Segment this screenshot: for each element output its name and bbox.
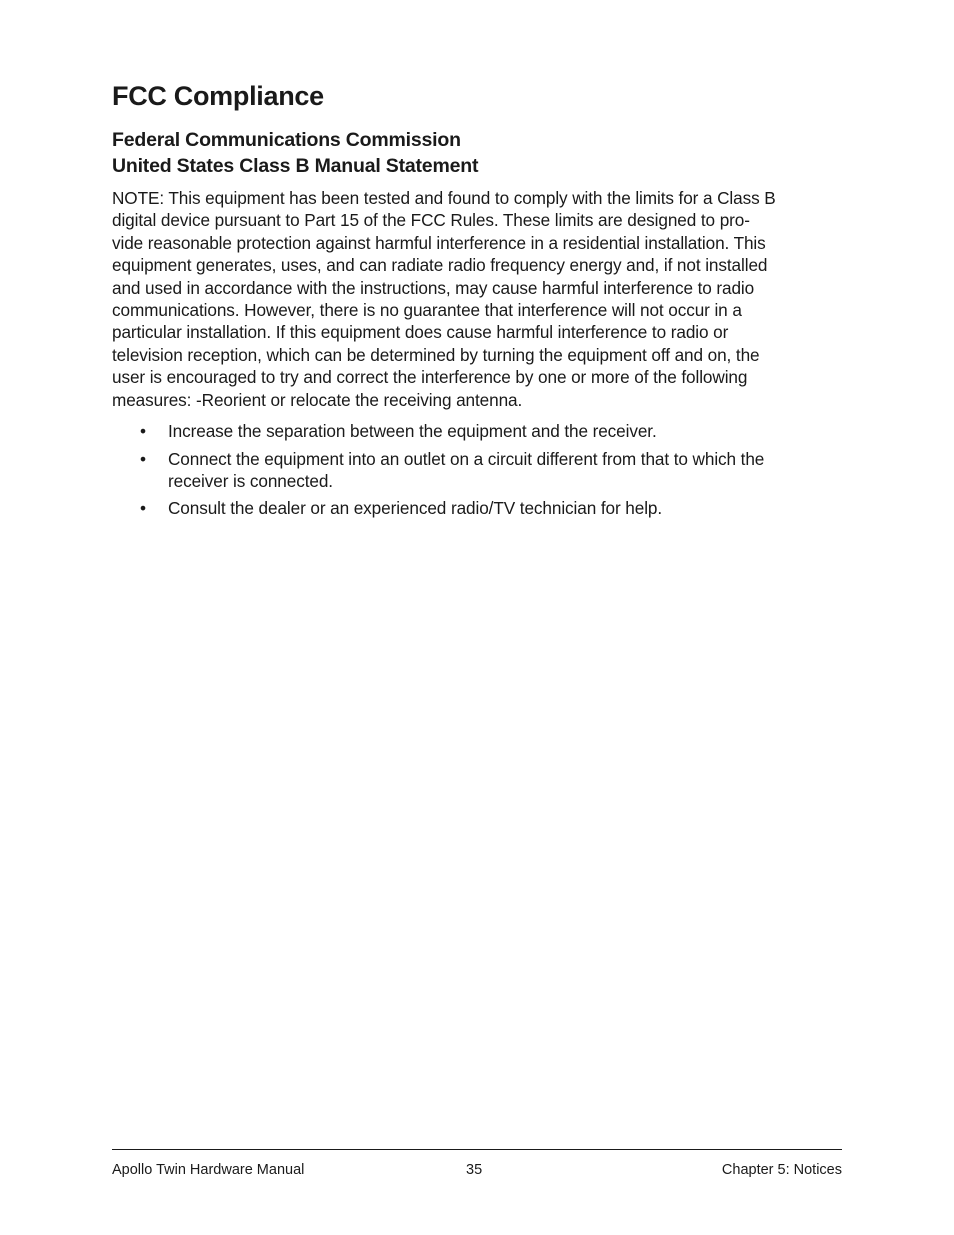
note-line: particular installation. If this equipment does cause harmful interference to radio or	[112, 322, 729, 343]
bullet-icon: •	[140, 498, 146, 518]
bullet-line: receiver is connected.	[168, 471, 333, 492]
section-heading-line-2: United States Class B Manual Statement	[112, 155, 479, 177]
page-title: FCC Compliance	[112, 81, 324, 111]
note-line: equipment generates, uses, and can radiate radio frequency energy and, if not installed	[112, 255, 768, 276]
section-heading-line-1: Federal Communications Commission	[112, 129, 461, 151]
footer-page-number: 35	[466, 1162, 483, 1178]
bullet-text	[168, 448, 844, 493]
bullet-text	[168, 497, 844, 519]
note-line: NOTE: This equipment has been tested and found to comply with the limits for a Class B	[112, 188, 776, 208]
footer-manual-title: Apollo Twin Hardware Manual	[112, 1162, 305, 1178]
note-line: digital device pursuant to Part 15 of the FCC Rules. These limits are designed to pro-	[112, 210, 750, 231]
bullet-line: Connect the equipment into an outlet on a circuit different from that to which the	[168, 449, 765, 469]
bullet-line: Consult the dealer or an experienced radio/TV technician for help.	[168, 498, 663, 518]
footer-chapter: Chapter 5: Notices	[721, 1162, 842, 1178]
bullet-icon: •	[140, 449, 146, 469]
note-line: measures: -Reorient or relocate the receiving antenna.	[112, 389, 523, 410]
note-line: television reception, which can be determined by turning the equipment off and on, the	[112, 344, 760, 365]
bullet-line: Increase the separation between the equipment and the receiver.	[168, 421, 657, 441]
bullet-icon: •	[140, 421, 146, 441]
bullet-text	[168, 420, 844, 442]
note-line: and used in accordance with the instructions, may cause harmful interference to radio	[112, 277, 755, 298]
note-line: user is encouraged to try and correct the interference by one or more of the following	[112, 367, 748, 388]
note-line: communications. However, there is no guarantee that interference will not occur in a	[112, 300, 742, 321]
footer-divider	[112, 1149, 842, 1150]
note-line: vide reasonable protection against harmful interference in a residential installation. This	[112, 232, 766, 253]
note-paragraph	[112, 187, 844, 411]
section-heading	[112, 127, 478, 179]
